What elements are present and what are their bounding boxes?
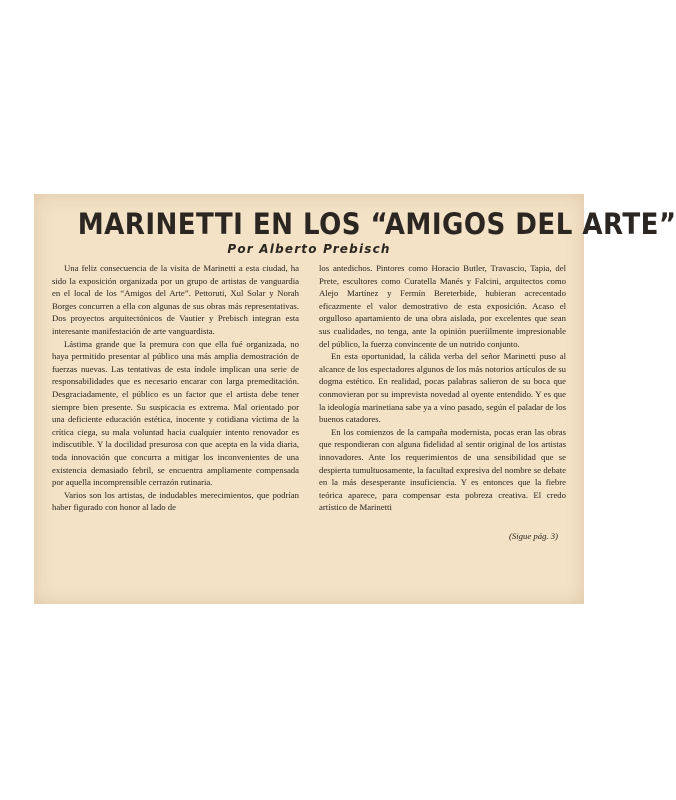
left-column [52,262,299,542]
continued-on-page-note: (Sigue pág. 3) [509,530,558,541]
article-body [52,262,566,542]
right-column [319,262,566,542]
article-byline: Por Alberto Prebisch [227,242,391,256]
paragraph: En esta oportunidad, la cálida verba del señor Marinetti puso al alcance de los espectadores algunos de los más notorios artículos de su dogma estético. En realidad, pocas palabras salieron de su boca que conmovieran por su imprevista novedad al oyente entendido. Y es que la ideología marinetiana sabe ya a vino pasado, según el paladar de los buenos catadores. [319,351,566,425]
paragraph: Lástima grande que la premura con que ella fué organizada, no haya permitido presentar al público una más amplia demostración de fuerzas nuevas. Las tentativas de esta índole implican una serie de responsabilidades que es necesario encarar con larga premeditación. Desgraciadamente, el público es un factor que el artista debe tener siempre bien presente. Su suspicacia es extrema. Mal orientado por una deficiente educación estética, inocente y cotidiana víctima de la crítica ciega, su mala voluntad hacia cualquier intento renovador es indiscutible. Y la docilidad presurosa con que acepta en la vida diaria, toda innovación que concurra a mitigar los inconvenientes de una existencia demasiado febril, se encuentra ampliamente compensada por aquella incomprensible cerrazón rutinaria. [52,338,299,488]
paragraph: En los comienzos de la campaña modernista, pocas eran las obras que respondieran con alguna fidelidad al sentir original de los artistas innovadores. Ante los requerimientos de una sensibilidad que se despierta tumultuosamente, la facultad expresiva del nombre se debate en la más desesperante insuficiencia. Y es entonces que la fiebre teórica aparece, para compensar esta pobreza creativa. El credo artístico de Marinetti [319,426,566,513]
paragraph: Varios son los artistas, de indudables merecimientos, que podrían haber figurado con honor al lado de [52,489,299,513]
article-title: MARINETTI EN LOS “AMIGOS DEL ARTE” [77,207,676,241]
paragraph: Una feliz consecuencia de la visita de Marinetti a esta ciudad, ha sido la exposición organizada por un grupo de artistas de vanguardia en el local de los “Amigos del Arte”. Pettoruti, Xul Solar y Norah Borges concurren a ella con algunas de sus obras más representativas. Dos proyectos arquitectónicos de Vautier y Prebisch integran esta interesante manifestación de arte vanguardista. [52,263,299,336]
paragraph-continuation: los antedichos. Pintores como Horacio Butler, Travascio, Tapia, del Prete, escultores como Curatella Manés y Falcini, arquitectos como Alejo Martínez y Fermín Bereterbide, hubieran acrecentado eficazmente el valor demostrativo de esta exposición. Acaso el orgulloso apartamiento de una obra aislada, por excelentes que sean sus cualidades, no tenga, ante la opinión pueríilmente impresionable del público, la fuerza convincente de un nutrido conjunto. [319,263,566,349]
newspaper-clipping [34,194,676,604]
